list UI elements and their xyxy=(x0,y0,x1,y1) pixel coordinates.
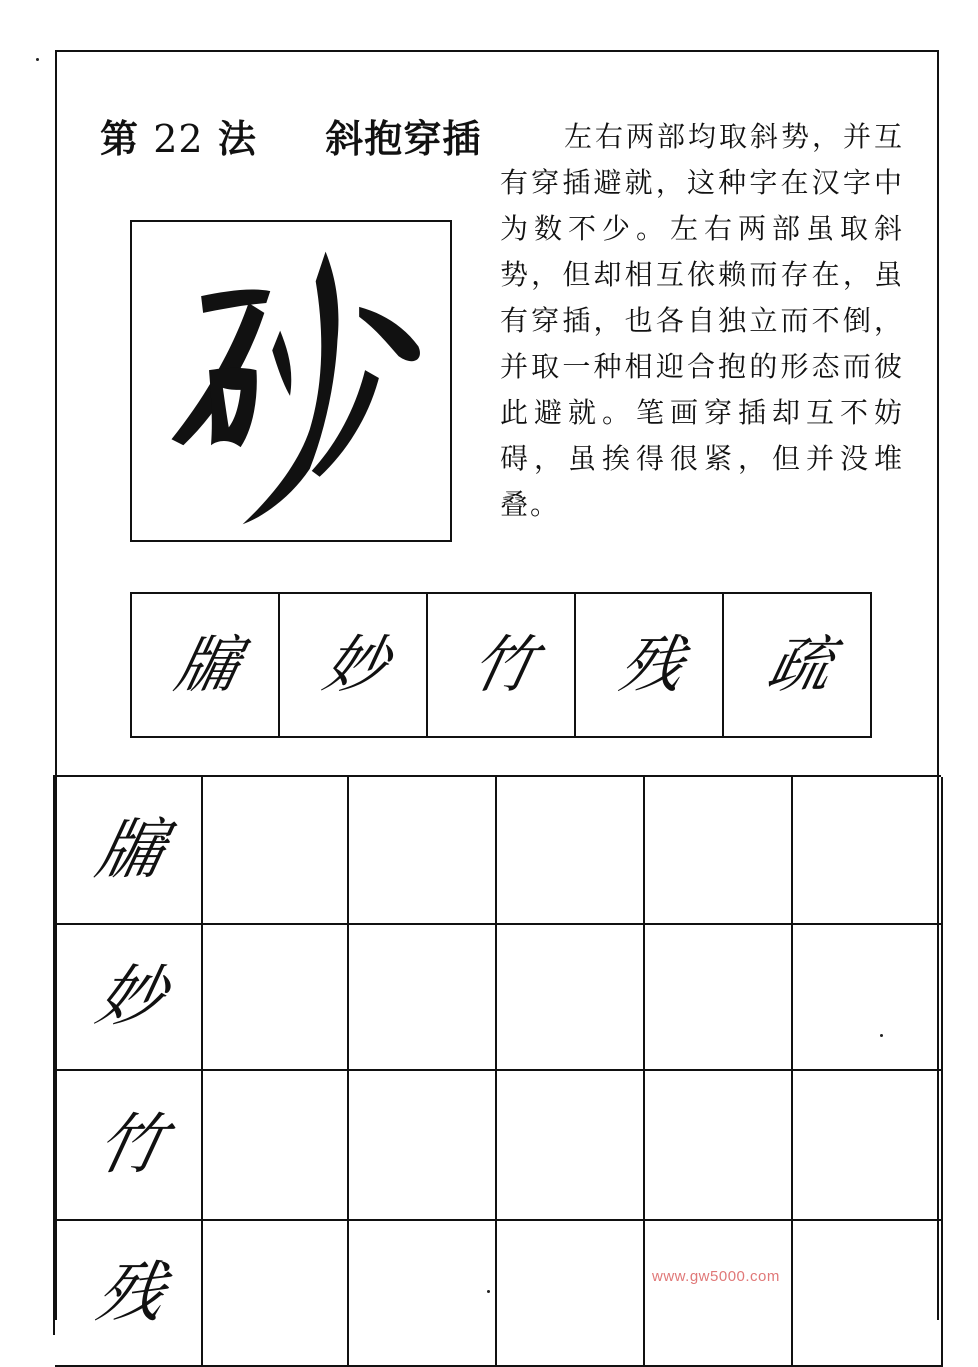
practice-empty-cell[interactable] xyxy=(497,925,645,1071)
practice-model-cell xyxy=(55,777,203,925)
sample-character: 竹 xyxy=(465,628,537,701)
practice-empty-cell[interactable] xyxy=(645,925,793,1071)
practice-empty-cell[interactable] xyxy=(349,925,497,1071)
practice-empty-cell[interactable] xyxy=(349,777,497,925)
lesson-number-prefix: 第 xyxy=(100,116,140,161)
lesson-number: 22 xyxy=(153,117,204,161)
scan-speck xyxy=(36,58,39,61)
practice-empty-cell[interactable] xyxy=(793,1221,943,1367)
practice-empty-cell[interactable] xyxy=(203,1221,349,1367)
practice-empty-cell[interactable] xyxy=(349,1071,497,1221)
sample-character: 牖 xyxy=(169,628,241,701)
practice-empty-cell[interactable] xyxy=(497,1071,645,1221)
practice-empty-cell[interactable] xyxy=(645,1221,793,1367)
practice-model-cell xyxy=(55,1221,203,1367)
description-text: 左右两部均取斜势，并互有穿插避就，这种字在汉字中为数不少。左右两部虽取斜势，但却相互依赖而存在，虽有穿插，也各自独立而不倒，并取一种相迎合抱的形态而彼此避就。笔画穿插却互不妨碍，虽挨得很紧，但并没堆叠。 xyxy=(500,120,904,521)
lesson-method-label: 法 xyxy=(217,116,257,161)
example-character-brush xyxy=(132,222,450,540)
practice-model-cell xyxy=(55,925,203,1071)
scan-speck xyxy=(487,1290,490,1293)
sample-cell xyxy=(280,594,428,736)
sample-cell xyxy=(132,594,280,736)
lesson-title xyxy=(100,108,481,163)
example-character-box xyxy=(130,220,452,542)
sample-character: 残 xyxy=(613,628,685,701)
practice-empty-cell[interactable] xyxy=(349,1221,497,1367)
lesson-description xyxy=(500,114,904,528)
practice-empty-cell[interactable] xyxy=(203,777,349,925)
practice-grid xyxy=(53,775,941,1335)
sample-character: 妙 xyxy=(317,628,389,701)
practice-empty-cell[interactable] xyxy=(793,777,943,925)
practice-model-character: 竹 xyxy=(89,1106,167,1183)
practice-empty-cell[interactable] xyxy=(497,777,645,925)
practice-model-character: 牖 xyxy=(89,811,167,888)
practice-empty-cell[interactable] xyxy=(793,1071,943,1221)
sample-cell xyxy=(576,594,724,736)
practice-empty-cell[interactable] xyxy=(793,925,943,1071)
practice-empty-cell[interactable] xyxy=(203,1071,349,1221)
sample-cell xyxy=(428,594,576,736)
practice-model-character: 残 xyxy=(89,1254,167,1331)
sample-character: 疏 xyxy=(761,628,833,701)
practice-model-character: 妙 xyxy=(89,958,167,1035)
practice-empty-cell[interactable] xyxy=(203,925,349,1071)
sample-cell xyxy=(724,594,870,736)
scan-speck xyxy=(880,1034,883,1037)
lesson-name: 斜抱穿插 xyxy=(325,116,482,161)
practice-empty-cell[interactable] xyxy=(645,777,793,925)
practice-model-cell xyxy=(55,1071,203,1221)
watermark: www.gw5000.com xyxy=(652,1268,780,1285)
practice-empty-cell[interactable] xyxy=(645,1071,793,1221)
sample-characters-row xyxy=(130,592,872,738)
practice-empty-cell[interactable] xyxy=(497,1221,645,1367)
